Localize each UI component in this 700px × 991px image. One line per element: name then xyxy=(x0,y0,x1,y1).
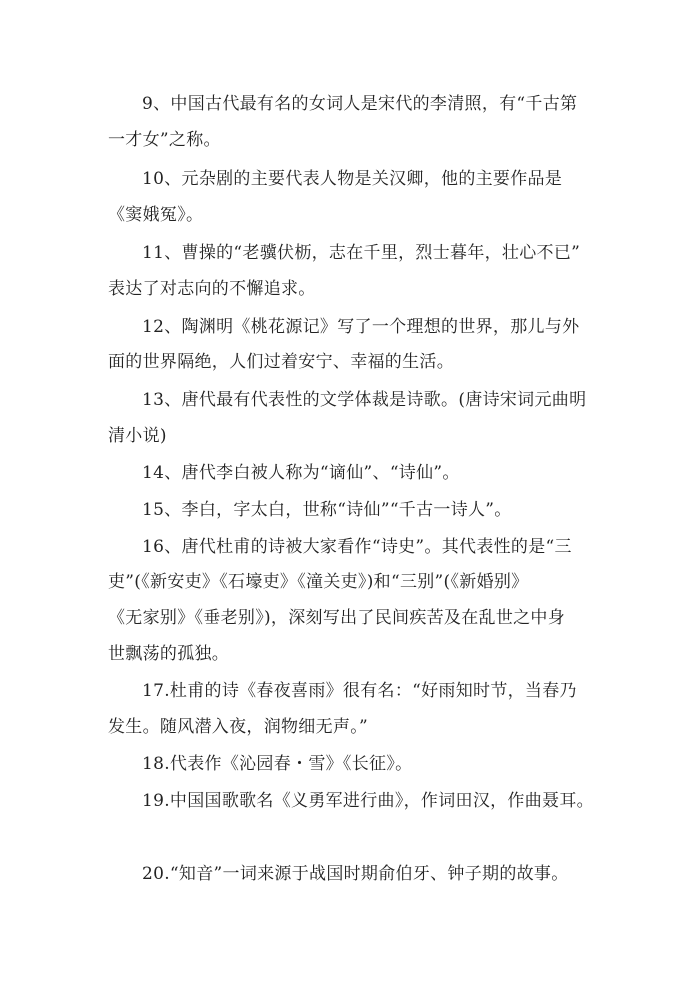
paragraph-13-line-1: 13、唐代最有代表性的文学体裁是诗歌。(唐诗宋词元曲明 xyxy=(142,390,587,410)
paragraph-12-line-2: 面的世界隔绝，人们过着安宁、幸福的生活。 xyxy=(108,352,454,372)
paragraph-16-line-2: 吏”(《新安吏》《石壕吏》《潼关吏》)和“三别”(《新婚别》 xyxy=(108,572,529,592)
paragraph-16-line-3: 《无家别》《垂老别》)，深刻写出了民间疾苦及在乱世之中身 xyxy=(108,608,566,628)
paragraph-11-line-1: 11、曹操的“老骥伏枥，志在千里，烈士暮年，壮心不已” xyxy=(142,243,581,263)
paragraph-19-line-1: 19.中国国歌歌名《义勇军进行曲》，作词田汉，作曲聂耳。 xyxy=(142,791,594,811)
paragraph-9-line-1: 9、中国古代最有名的女词人是宋代的李清照，有“千古第 xyxy=(142,94,578,114)
paragraph-20-line-1: 20.“知音”一词来源于战国时期俞伯牙、钟子期的故事。 xyxy=(142,864,569,884)
paragraph-18-line-1: 18.代表作《沁园春・雪》《长征》。 xyxy=(142,754,413,774)
paragraph-15-line-1: 15、李白，字太白，世称“诗仙”“千古一诗人”。 xyxy=(142,500,512,520)
paragraph-10-line-1: 10、元杂剧的主要代表人物是关汉卿，他的主要作品是 xyxy=(142,169,563,189)
paragraph-16-line-4: 世飘荡的孤独。 xyxy=(108,644,230,664)
paragraph-14-line-1: 14、唐代李白被人称为“谪仙”、“诗仙”。 xyxy=(142,463,460,483)
paragraph-13-line-2: 清小说) xyxy=(108,426,167,446)
paragraph-16-line-1: 16、唐代杜甫的诗被大家看作“诗史”。其代表性的是“三 xyxy=(142,537,572,557)
paragraph-9-line-2: 一才女”之称。 xyxy=(108,130,221,150)
paragraph-11-line-2: 表达了对志向的不懈追求。 xyxy=(108,279,316,299)
paragraph-12-line-1: 12、陶渊明《桃花源记》写了一个理想的世界，那儿与外 xyxy=(142,317,580,337)
paragraph-17-line-2: 发生。随风潜入夜，润物细无声。” xyxy=(108,717,368,737)
paragraph-17-line-1: 17.杜甫的诗《春夜喜雨》很有名：“好雨知时节，当春乃 xyxy=(142,681,577,701)
paragraph-10-line-2: 《窦娥冤》。 xyxy=(108,205,204,225)
